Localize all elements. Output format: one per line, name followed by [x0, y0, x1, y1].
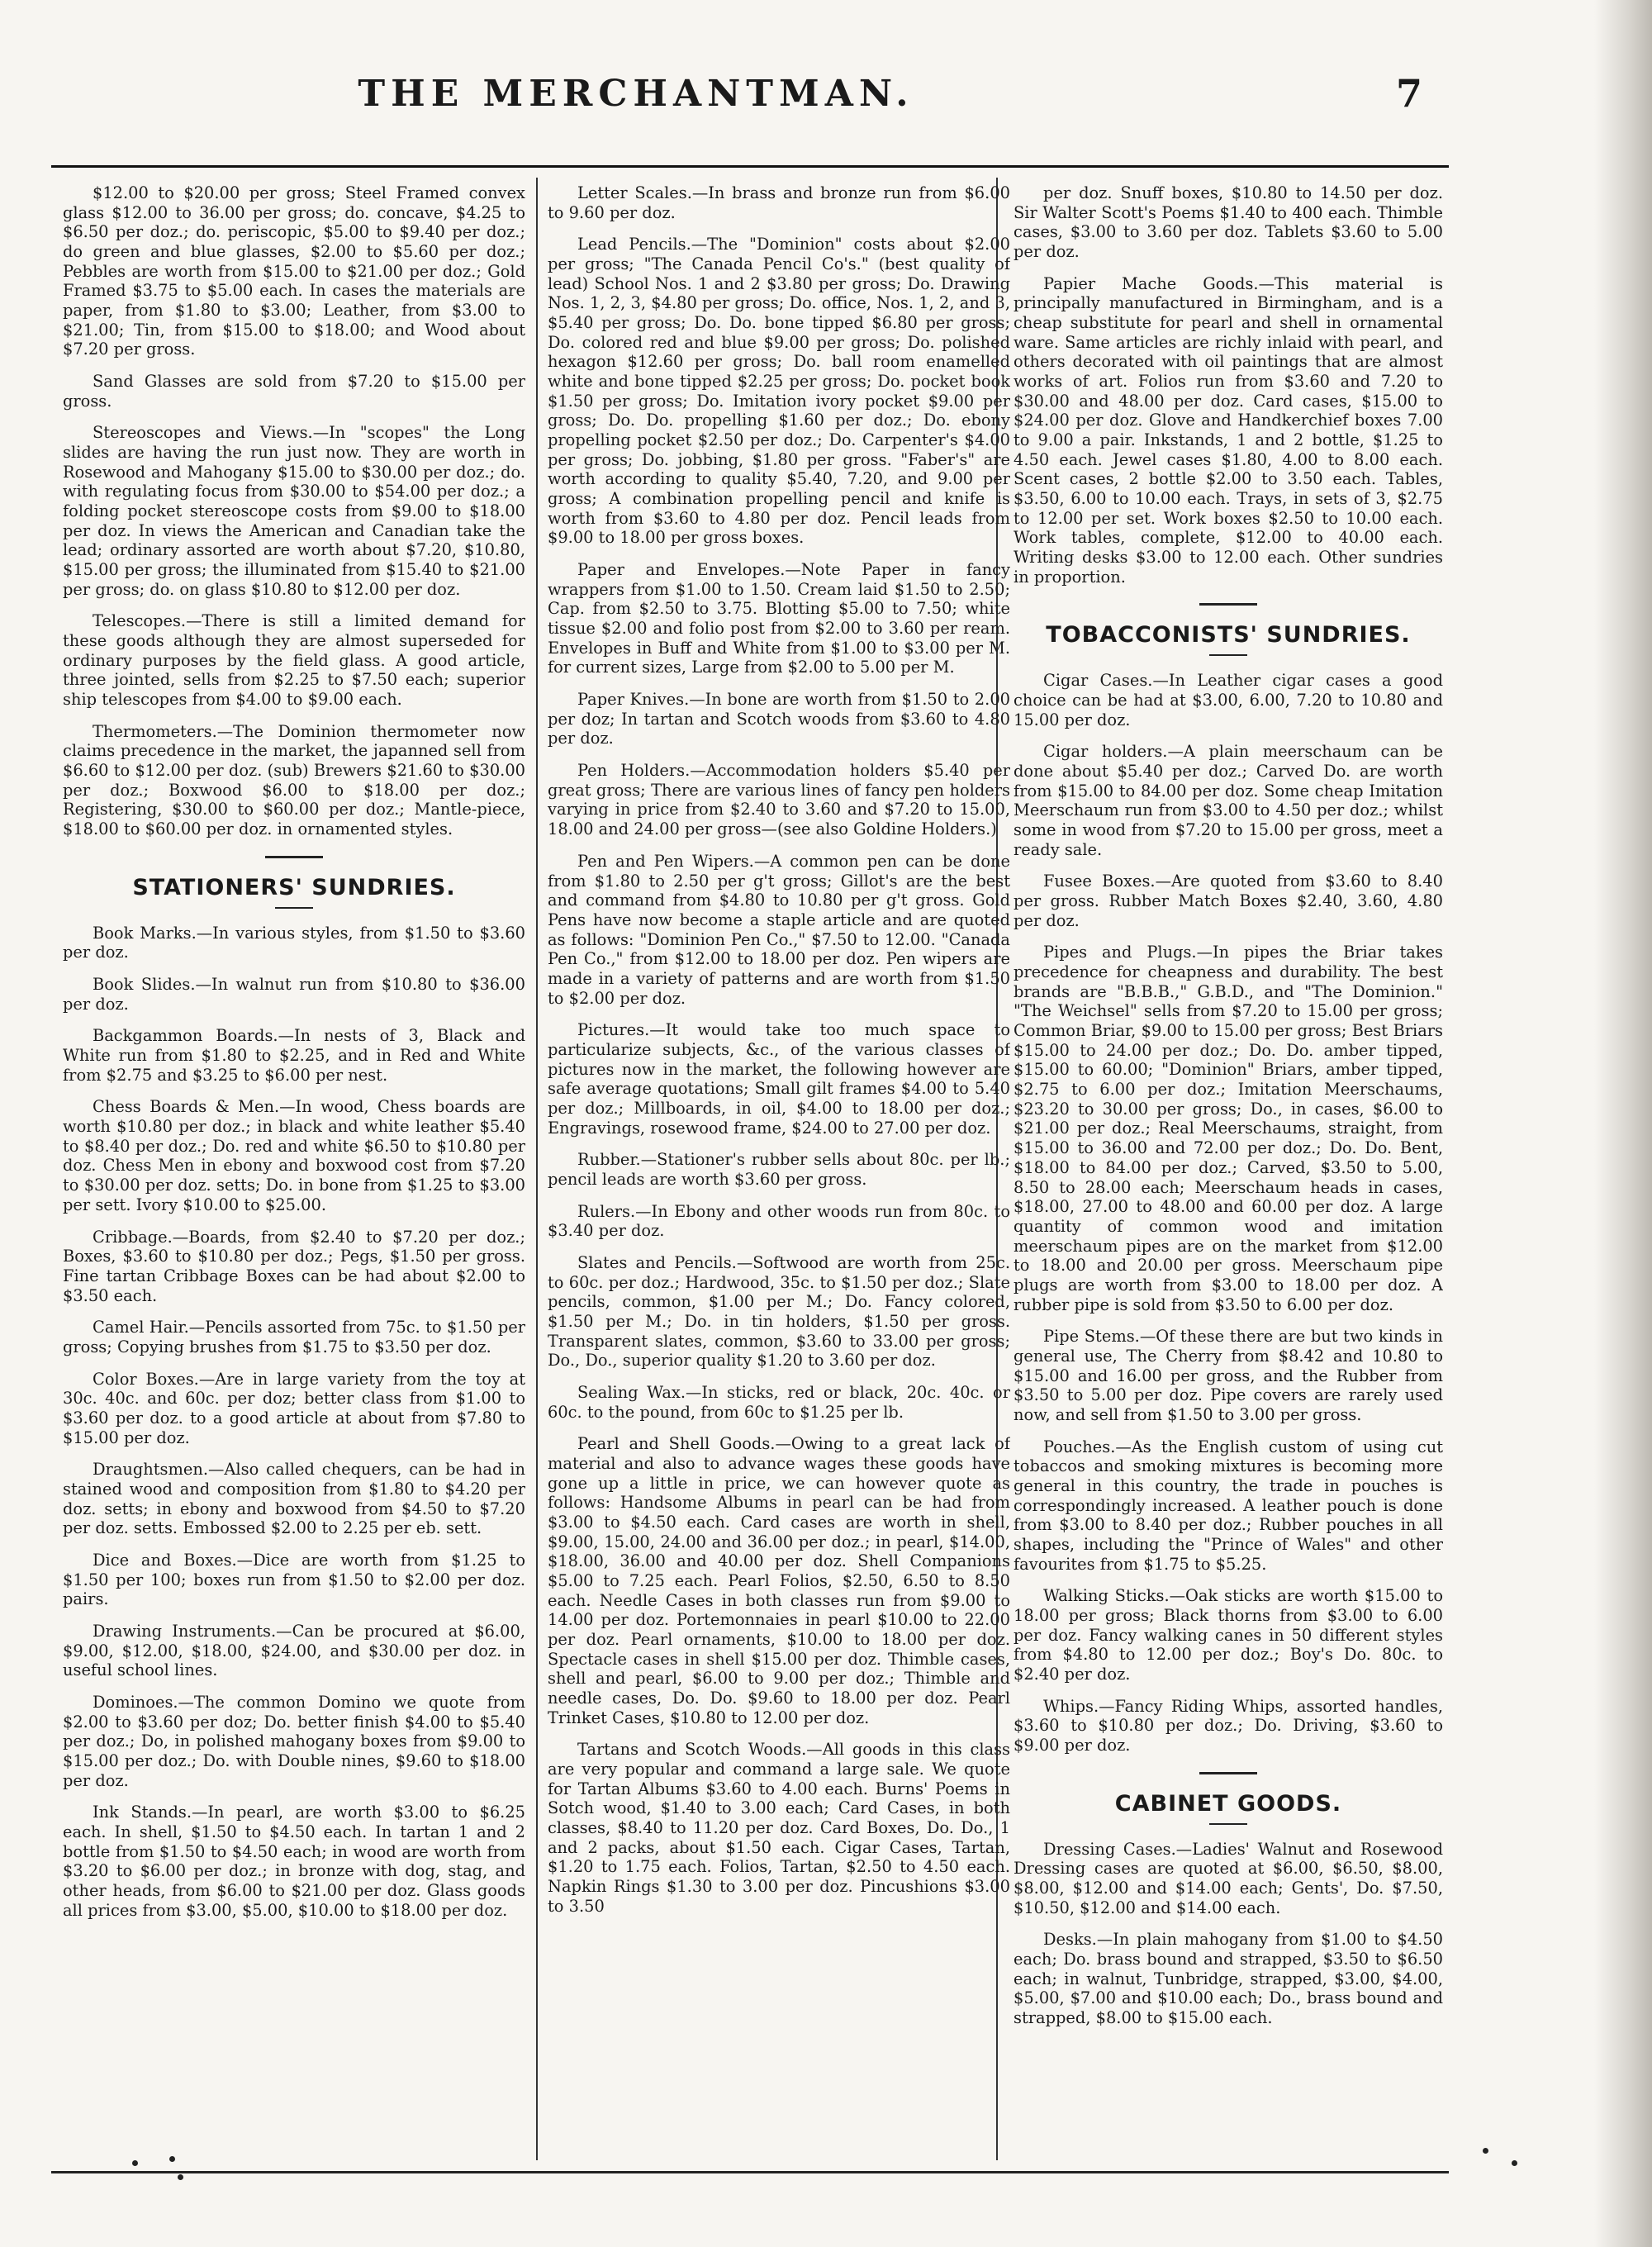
paragraph: Fusee Boxes.—Are quoted from $3.60 to 8.40 per gross. Rubber Match Boxes $2.40, 3.60, 4.80 per doz.	[1014, 872, 1443, 930]
page-title: THE MERCHANTMAN.	[358, 73, 914, 115]
section-heading: CABINET GOODS.	[1114, 1790, 1342, 1817]
paragraph: Cigar Cases.—In Leather cigar cases a good choice can be had at $3.00, 6.00, 7.20 to 10.80 and 15.00 per doz.	[1014, 671, 1443, 729]
heading-rule	[275, 907, 313, 909]
paragraph: Cigar holders.—A plain meerschaum can be done about $5.40 per doz.; Carved Do. are worth from $15.00 to 84.00 per doz. Some cheap Imitation Meerschaum run from $3.00 to 4.50 per doz.; whilst some in wood from $7.20 to 15.00 per gross, meet a ready sale.	[1014, 742, 1443, 859]
column-divider	[536, 178, 538, 2160]
section-heading: STATIONERS' SUNDRIES.	[132, 874, 456, 900]
paragraph: Whips.—Fancy Riding Whips, assorted handles, $3.60 to $10.80 per doz.; Do. Driving, $3.60 to $9.00 per doz.	[1014, 1696, 1443, 1755]
heading-rule	[1209, 1823, 1247, 1825]
paragraph: Chess Boards & Men.—In wood, Chess boards are worth $10.80 per doz.; in black and white leather $5.40 to $8.40 per doz.; Do. red and white $6.50 to $10.80 per doz. Chess Men in ebony and boxwood cost from $7.20 to $30.00 per doz. setts; Do. in bone from $1.25 to $3.00 per sett. Ivory $10.00 to $25.00.	[63, 1097, 525, 1214]
column-3	[1014, 183, 1443, 2166]
column-1	[63, 183, 525, 2166]
ink-speck	[1512, 2160, 1517, 2166]
section-heading: TOBACCONISTS' SUNDRIES.	[1046, 622, 1411, 648]
paragraph: $12.00 to $20.00 per gross; Steel Framed convex glass $12.00 to 36.00 per gross; do. concave, $4.25 to $6.50 per doz.; do. periscopic, $5.00 to $9.40 per doz.; do green and blue glasses, $2.00 to $5.60 per doz.; Pebbles are worth from $15.00 to $21.00 per doz.; Gold Framed $3.75 to $5.00 each. In cases the materials are paper, from $1.80 to $3.00; Leather, from $3.00 to $21.00; Tin, from $15.00 to $18.00; and Wood about $7.20 per gross.	[63, 183, 525, 359]
footer-rule	[51, 2171, 1449, 2173]
paragraph: Stereoscopes and Views.—In "scopes" the Long slides are having the run just now. They are worth in Rosewood and Mahogany $15.00 to $30.00 per doz.; do. with regulating focus from $30.00 to $54.00 per doz.; a folding pocket stereoscope costs from $9.00 to $18.00 per doz. In views the American and Canadian take the lead; ordinary assorted are worth about $7.20, $10.80, $15.00 per gross; the illuminated from $15.40 to $21.00 per gross; do. on glass $10.80 to $12.00 per doz.	[63, 423, 525, 599]
paragraph: Cribbage.—Boards, from $2.40 to $7.20 per doz.; Boxes, $3.60 to $10.80 per doz.; Pegs, $1.50 per gross. Fine tartan Cribbage Boxes can be had about $2.00 to $3.50 each.	[63, 1227, 525, 1305]
heading-rule	[1209, 654, 1247, 656]
paragraph: Draughtsmen.—Also called chequers, can be had in stained wood and composition from $1.80 to $4.20 per doz. setts; in ebony and boxwood from $4.50 to $7.20 per doz. setts. Embossed $2.00 to 2.25 per eb. sett.	[63, 1460, 525, 1538]
paragraph: Pearl and Shell Goods.—Owing to a great lack of material and also to advance wages these goods have gone up a little in price, we can however quote as follows: Handsome Albums in pearl can be had from $3.00 to $4.50 each. Card cases are worth in shell, $9.00, 15.00, 24.00 and 36.00 per doz.; in pearl, $14.00, $18.00, 36.00 and 40.00 per doz. Shell Companions $5.00 to 7.25 each. Pearl Folios, $2.50, 6.50 to 8.50 each. Needle Cases in both classes run from $9.00 to 14.00 per doz. Portemonnaies in pearl $10.00 to 22.00 per doz. Pearl ornaments, $10.00 to 18.00 per doz. Spectacle cases in shell $15.00 per doz. Thimble cases, shell and pearl, $6.00 to 9.00 per doz.; Thimble and needle cases, Do. Do. $9.60 to 18.00 per doz. Pearl Trinket Cases, $10.80 to 12.00 per doz.	[548, 1434, 1010, 1727]
paragraph: per doz. Snuff boxes, $10.80 to 14.50 per doz. Sir Walter Scott's Poems $1.40 to 400 each. Thimble cases, $3.00 to 3.60 per doz. Tablets $3.60 to 5.00 per doz.	[1014, 183, 1443, 262]
paragraph: Paper Knives.—In bone are worth from $1.50 to 2.00 per doz; In tartan and Scotch woods from $3.60 to 4.80 per doz.	[548, 690, 1010, 748]
ink-speck	[1483, 2148, 1488, 2154]
section-rule	[1199, 1772, 1257, 1774]
paragraph: Rulers.—In Ebony and other woods run from 80c. to $3.40 per doz.	[548, 1201, 1010, 1241]
paragraph: Camel Hair.—Pencils assorted from 75c. to $1.50 per gross; Copying brushes from $1.75 to $3.50 per doz.	[63, 1318, 525, 1356]
section-rule	[265, 856, 323, 858]
paragraph: Book Marks.—In various styles, from $1.50 to $3.60 per doz.	[63, 923, 525, 962]
paragraph: Telescopes.—There is still a limited demand for these goods although they are almost superseded for ordinary purposes by the field glass. A good article, three jointed, sells from $2.25 to $7.50 each; superior ship telescopes from $4.00 to $9.00 each.	[63, 611, 525, 710]
paragraph: Desks.—In plain mahogany from $1.00 to $4.50 each; Do. brass bound and strapped, $3.50 to $6.50 each; in walnut, Tunbridge, strapped, $3.00, $4.00, $5.00, $7.00 and $10.00 each; Do., brass bound and strapped, $8.00 to $15.00 each.	[1014, 1930, 1443, 2027]
paragraph: Lead Pencils.—The "Dominion" costs about $2.00 per gross; "The Canada Pencil Co's." (best quality of lead) School Nos. 1 and 2 $3.80 per gross; Do. Drawing Nos. 1, 2, 3, $4.80 per gross; Do. office, Nos. 1, 2, and 3, $5.40 per gross; Do. Do. bone tipped $6.80 per gross; Do. colored red and blue $9.00 per gross; Do. polished hexagon $12.60 per gross; Do. ball room enamelled white and bone tipped $2.25 per gross; Do. pocket book $1.50 per gross; Do. Imitation ivory pocket $9.00 per gross; Do. Do. propelling $1.60 per doz.; Do. ebony propelling pocket $2.50 per doz.; Do. Carpenter's $4.00 per gross; Do. jobbing, $1.80 per gross. "Faber's" are worth according to quality $5.40, 7.20, and 9.00 per gross; A combination propelling pencil and knife is worth from $3.60 to 4.80 per doz. Pencil leads from $9.00 to 18.00 per gross boxes.	[548, 235, 1010, 548]
paragraph: Dominoes.—The common Domino we quote from $2.00 to $3.60 per doz; Do. better finish $4.00 to $5.40 per doz.; Do, in polished mahogany boxes from $9.00 to $15.00 per doz.; Do. with Double nines, $9.60 to $18.00 per doz.	[63, 1692, 525, 1790]
paragraph: Pen Holders.—Accommodation holders $5.40 per great gross; There are various lines of fancy pen holders varying in price from $2.40 to 3.60 and $7.20 to 15.00, 18.00 and 24.00 per gross—(see also Goldine Holders.)	[548, 761, 1010, 839]
paragraph: Pipes and Plugs.—In pipes the Briar takes precedence for cheapness and durability. The best brands are "B.B.B.," G.B.D., and "The Dominion." "The Weichsel" sells from $7.20 to 15.00 per gross; Common Briar, $9.00 to 15.00 per gross; Best Briars $15.00 to 24.00 per doz.; Do. Do. amber tipped, $15.00 to 60.00; "Dominion" Briars, amber tipped, $2.75 to 6.00 per doz.; Imitation Meerschaums, $23.20 to 30.00 per gross; Do., in cases, $6.00 to $21.00 per doz.; Real Meerschaums, straight, from $15.00 to 36.00 and 72.00 per doz.; Do. Do. Bent, $18.00 to 84.00 per doz.; Carved, $3.50 to 5.00, 8.50 to 28.00 each; Meerschaum heads in cases, $18.00, 27.00 to 48.00 and 60.00 per doz. A large quantity of common wood and imitation meerschaum pipes are on the market from $12.00 to 18.00 and 20.00 per gross. Meerschaum pipe plugs are worth from $3.00 to 18.00 per doz. A rubber pipe is sold from $3.50 to 6.00 per doz.	[1014, 943, 1443, 1314]
paragraph: Ink Stands.—In pearl, are worth $3.00 to $6.25 each. In shell, $1.50 to $4.50 each. In tartan 1 and 2 bottle from $1.50 to $4.50 each; in wood are worth from $3.20 to $6.00 per doz.; in bronze with dog, stag, and other heads, from $6.00 to $21.00 per doz. Glass goods all prices from $3.00, $5.00, $10.00 to $18.00 per doz.	[63, 1803, 525, 1920]
paragraph: Book Slides.—In walnut run from $10.80 to $36.00 per doz.	[63, 975, 525, 1014]
paragraph: Pipe Stems.—Of these there are but two kinds in general use, The Cherry from $8.42 and 10.80 to $15.00 and 16.00 per gross, and the Rubber from $3.50 to 5.00 per doz. Pipe covers are rarely used now, and sell from $1.50 to 3.00 per gross.	[1014, 1327, 1443, 1424]
ink-speck	[169, 2156, 175, 2162]
header-rule	[51, 165, 1449, 168]
paragraph: Slates and Pencils.—Softwood are worth from 25c. to 60c. per doz.; Hardwood, 35c. to $1.50 per doz.; Slate pencils, common, $1.00 per M.; Do. Fancy colored, $1.50 per M.; Do. in tin holders, $1.50 per gross. Transparent slates, common, $3.60 to 33.00 per gross; Do., Do., superior quality $1.20 to 3.60 per doz.	[548, 1252, 1010, 1371]
paragraph: Backgammon Boards.—In nests of 3, Black and White run from $1.80 to $2.25, and in Red and White from $2.75 and $3.25 to $6.00 per nest.	[63, 1026, 525, 1085]
paragraph: Pictures.—It would take too much space to particularize subjects, &c., of the various classes of pictures now in the market, the following however are safe average quotations; Small gilt frames $4.00 to 5.40 per doz.; Millboards, in oil, $4.00 to 18.00 per doz.; Engravings, rosewood frame, $24.00 to 27.00 per doz.	[548, 1020, 1010, 1138]
paragraph: Sand Glasses are sold from $7.20 to $15.00 per gross.	[63, 372, 525, 411]
paragraph: Dressing Cases.—Ladies' Walnut and Rosewood Dressing cases are quoted at $6.00, $6.50, $8.00, $8.00, $12.00 and $14.00 each; Gents', Do. $7.50, $10.50, $12.00 and $14.00 each.	[1014, 1839, 1443, 1917]
paragraph: Thermometers.—The Dominion thermometer now claims precedence in the market, the japanned sell from $6.60 to $12.00 per doz. (sub) Brewers $21.60 to $30.00 per doz.; Boxwood $6.00 to $18.00 per doz.; Registering, $30.00 to $60.00 per doz.; Mantle-piece, $18.00 to $60.00 per doz. in ornamented styles.	[63, 721, 525, 839]
paragraph: Tartans and Scotch Woods.—All goods in this class are very popular and command a large sale. We quote for Tartan Albums $3.60 to 4.00 each. Burns' Poems in Sotch wood, $1.40 to 3.00 each; Card Cases, in both classes, $8.40 to 11.20 per doz. Card Boxes, Do. Do., 1 and 2 packs, about $1.50 each. Cigar Cases, Tartan, $1.20 to 1.75 each. Folios, Tartan, $2.50 to 4.50 each. Napkin Rings $1.30 to 3.00 per doz. Pincushions $3.00 to 3.50	[548, 1740, 1010, 1916]
paragraph: Sealing Wax.—In sticks, red or black, 20c. 40c. or 60c. to the pound, from 60c to $1.25 per lb.	[548, 1382, 1010, 1422]
paragraph: Color Boxes.—Are in large variety from the toy at 30c. 40c. and 60c. per doz; better class from $1.00 to $3.60 per doz. to a good article at about from $7.80 to $15.00 per doz.	[63, 1369, 525, 1447]
paragraph: Pouches.—As the English custom of using cut tobaccos and smoking mixtures is becoming more general in this country, the trade in pouches is correspondingly increased. A leather pouch is done from $3.00 to 8.40 per doz.; Rubber pouches in all shapes, including the "Prince of Wales" and other favourites from $1.75 to $5.25.	[1014, 1437, 1443, 1574]
paragraph: Papier Mache Goods.—This material is principally manufactured in Birmingham, and is a cheap substitute for pearl and shell in ornamental ware. Same articles are richly inlaid with pearl, and others decorated with oil paintings that are almost works of art. Folios run from $3.60 and 7.20 to $30.00 and 48.00 per doz. Card cases, $15.00 to $24.00 per doz. Glove and Handkerchief boxes 7.00 to 9.00 a pair. Inkstands, 1 and 2 bottle, $1.25 to 4.50 each. Jewel cases $1.80, 4.00 to 8.00 each. Scent cases, 2 bottle $2.00 to 3.50 each. Tables, $3.50, 6.00 to 10.00 each. Trays, in sets of 3, $2.75 to 12.00 per set. Work boxes $2.50 to 10.00 each. Work tables, complete, $12.00 to 40.00 each. Writing desks $3.00 to 12.00 each. Other sundries in proportion.	[1014, 273, 1443, 587]
ink-speck	[132, 2160, 138, 2166]
ink-speck	[178, 2174, 183, 2180]
paragraph: Letter Scales.—In brass and bronze run from $6.00 to 9.60 per doz.	[548, 183, 1010, 222]
paragraph: Paper and Envelopes.—Note Paper in fancy wrappers from $1.00 to 1.50. Cream laid $1.50 to 2.50; Cap. from $2.50 to 3.75. Blotting $5.00 to 7.50; white tissue $2.00 and folio post from $2.00 to 3.60 per ream. Envelopes in Buff and White from $1.00 to $3.00 per M. for current sizes, Large from $2.00 to 5.00 per M.	[548, 560, 1010, 677]
page-number: 7	[1396, 71, 1423, 116]
paragraph: Dice and Boxes.—Dice are worth from $1.25 to $1.50 per 100; boxes run from $1.50 to $2.00 per doz. pairs.	[63, 1550, 525, 1609]
paragraph: Rubber.—Stationer's rubber sells about 80c. per lb.; pencil leads are worth $3.60 per gross.	[548, 1150, 1010, 1189]
paragraph: Drawing Instruments.—Can be procured at $6.00, $9.00, $12.00, $18.00, $24.00, and $30.00 per doz. in useful school lines.	[63, 1621, 525, 1680]
section-rule	[1199, 603, 1257, 606]
paragraph: Walking Sticks.—Oak sticks are worth $15.00 to 18.00 per gross; Black thorns from $3.00 to 6.00 per doz. Fancy walking canes in 50 different styles from $4.80 to 12.00 per doz.; Boy's Do. 80c. to $2.40 per doz.	[1014, 1586, 1443, 1684]
page-edge-shadow	[1594, 0, 1652, 2247]
paragraph: Pen and Pen Wipers.—A common pen can be done from $1.80 to 2.50 per g't gross; Gillot's are the best and command from $4.80 to 10.80 per g't gross. Gold Pens have now become a staple article and are quoted as follows: "Dominion Pen Co.," $7.50 to 12.00. "Canada Pen Co.," from $12.00 to 18.00 per doz. Pen wipers are made in a variety of patterns and are worth from $1.50 to $2.00 per doz.	[548, 851, 1010, 1008]
column-2	[548, 183, 1010, 2166]
